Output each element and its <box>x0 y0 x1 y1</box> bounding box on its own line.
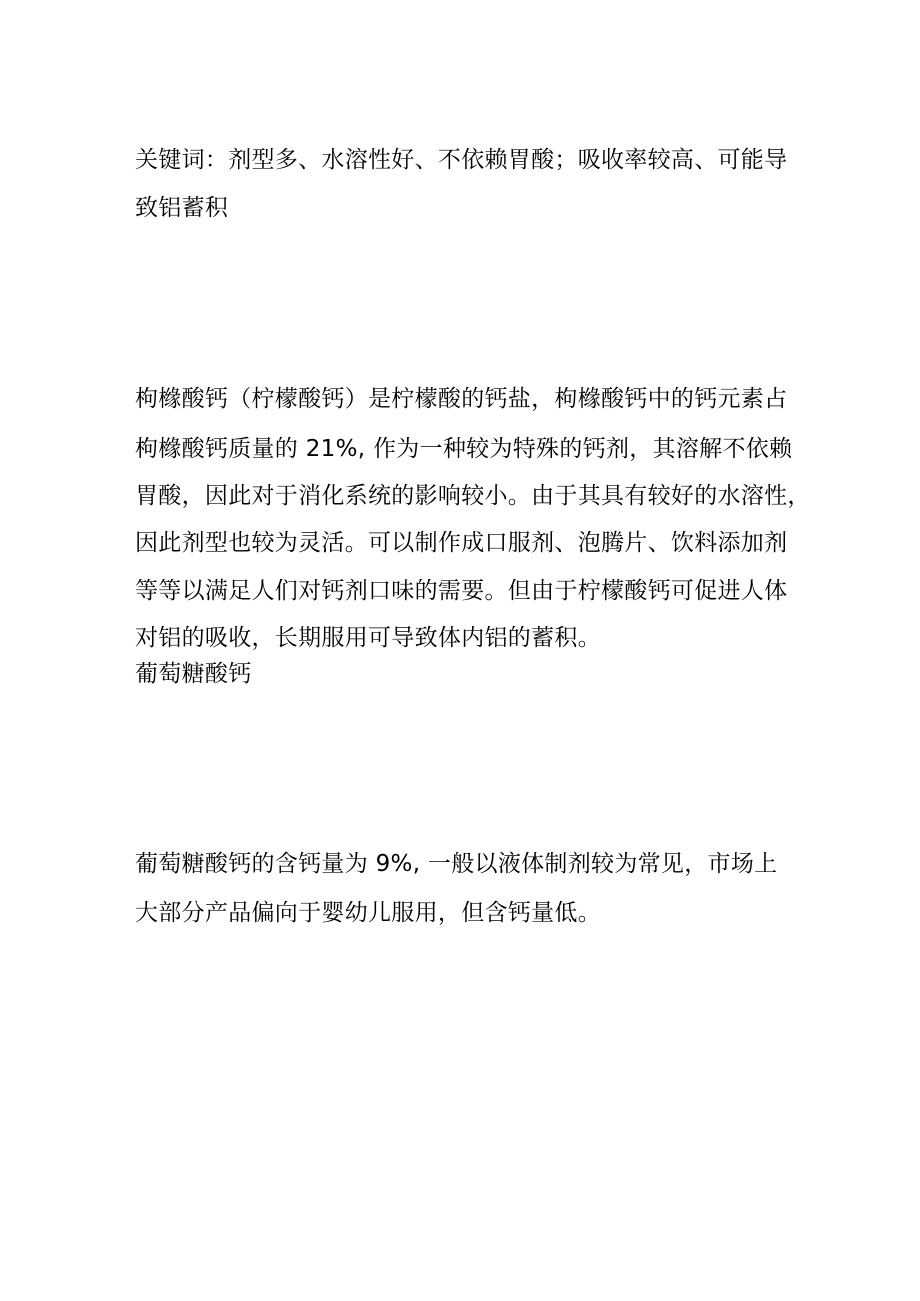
citrate-line-3: 胃酸，因此对于消化系统的影响较小。由于其具有较好的水溶性， <box>135 483 811 509</box>
citrate-line-6: 对铝的吸收，长期服用可导致体内铝的蓄积。 <box>135 625 601 651</box>
gluconate-heading: 葡萄糖酸钙 <box>135 661 252 687</box>
gluconate-line-2: 大部分产品偏向于婴幼儿服用，但含钙量低。 <box>135 900 601 926</box>
keywords-line-1: 关键词：剂型多、水溶性好、不依赖胃酸；吸收率较高、可能导 <box>135 147 788 173</box>
citrate-line-5: 等等以满足人们对钙剂口味的需要。但由于柠檬酸钙可促进人体 <box>135 578 788 604</box>
keywords-line-2: 致铝蓄积 <box>135 195 229 221</box>
gluconate-line-1: 葡萄糖酸钙的含钙量为 9%, 一般以液体制剂较为常见，市场上 <box>135 851 778 877</box>
citrate-line-1: 枸橼酸钙（柠檬酸钙）是柠檬酸的钙盐，枸橼酸钙中的钙元素占 <box>135 386 788 412</box>
citrate-line-4: 因此剂型也较为灵活。可以制作成口服剂、泡腾片、饮料添加剂 <box>135 530 788 556</box>
citrate-line-2: 枸橼酸钙质量的 21%, 作为一种较为特殊的钙剂，其溶解不依赖 <box>135 436 793 462</box>
